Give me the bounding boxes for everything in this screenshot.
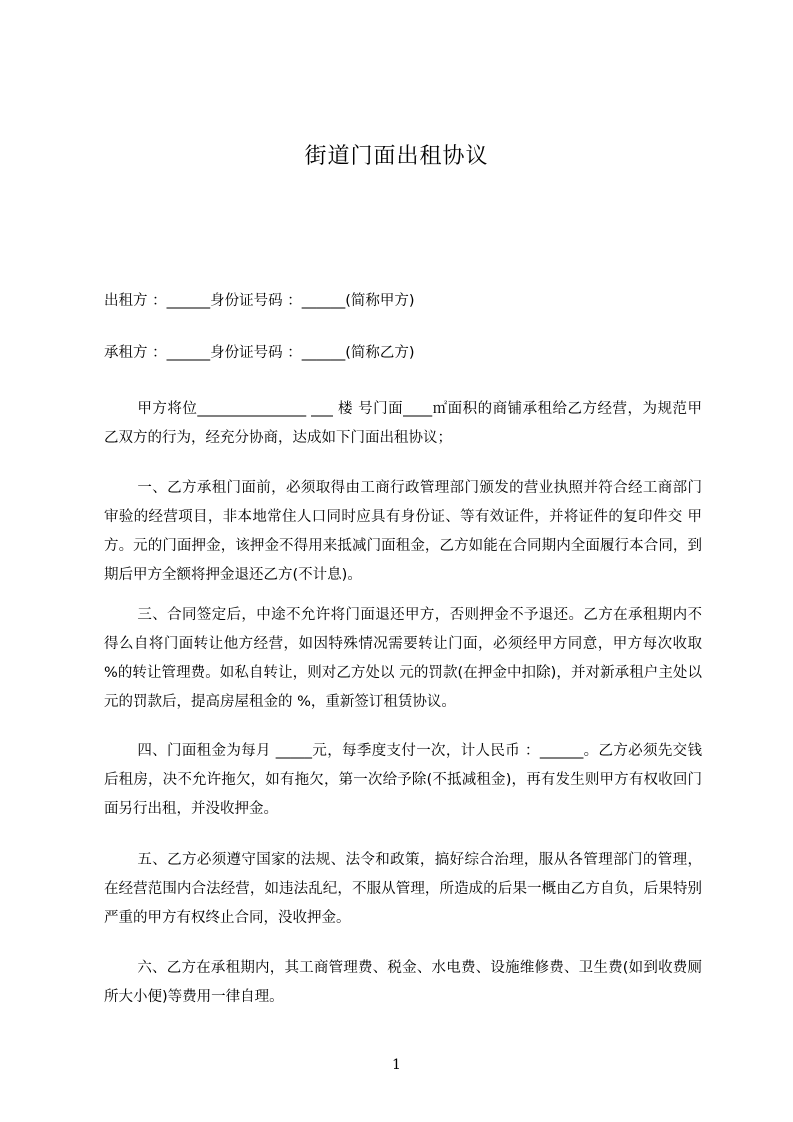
paragraph-clause-6: 六、乙方在承租期内，其工商管理费、税金、水电费、设施维修费、卫生费(如到收费厕所大小便)等费用一律自理。 [104, 960, 702, 1005]
document-title: 街道门面出租协议 [304, 144, 489, 169]
paragraph-clause-4: 四、门面租金为每月 _____元，每季度支付一次，计人民币 ：______。乙方必须先交钱后租房，决不允许拖欠，如有拖欠，第一次给予除(不抵减租金)，再有发生则甲方有权收回门面另行出租，并没收押金。 [104, 743, 702, 817]
paragraph-intro: 甲方将位_______________ ___ 楼 号门面____㎡面积的商铺承租给乙方经营，为规范甲乙双方的行为，经充分协商，达成如下门面出租协议； [104, 401, 702, 446]
lessor-line: 出租方 ：______身份证号码 ：______(简称甲方) [104, 293, 415, 309]
paragraph-clause-3: 三、合同签定后，中途不允许将门面退还甲方，否则押金不予退还。乙方在承租期内不得么自将门面转让他方经营，如因特殊情况需要转让门面，必须经甲方同意，甲方每次收取 %的转让管理费。如私自转让，则对乙方处以 元的罚款(在押金中扣除)，并对新承租户主处以 元的罚款后，提高房屋租金的 %，重新签订租赁协议。 [104, 607, 702, 710]
lessee-line: 承租方 ：______身份证号码 ：______(简称乙方) [104, 345, 415, 361]
paragraph-clause-1: 一、乙方承租门面前，必须取得由工商行政管理部门颁发的营业执照并符合经工商部门审验的经营项目，非本地常住人口同时应具有身份证、等有效证件，并将证件的复印件交 甲方。元的门面押金，该押金不得用来抵减门面租金，乙方如能在合同期内全面履行本合同，到期后甲方全额将押金退还乙方(不计息)。 [104, 480, 702, 583]
page-number: 1 [392, 1057, 401, 1073]
paragraph-clause-5: 五、乙方必须遵守国家的法规、法令和政策，搞好综合治理，服从各管理部门的管理，在经营范围内合法经营，如违法乱纪，不服从管理，所造成的后果一概由乙方自负，后果特别严重的甲方有权终止合同，没收押金。 [104, 852, 702, 926]
